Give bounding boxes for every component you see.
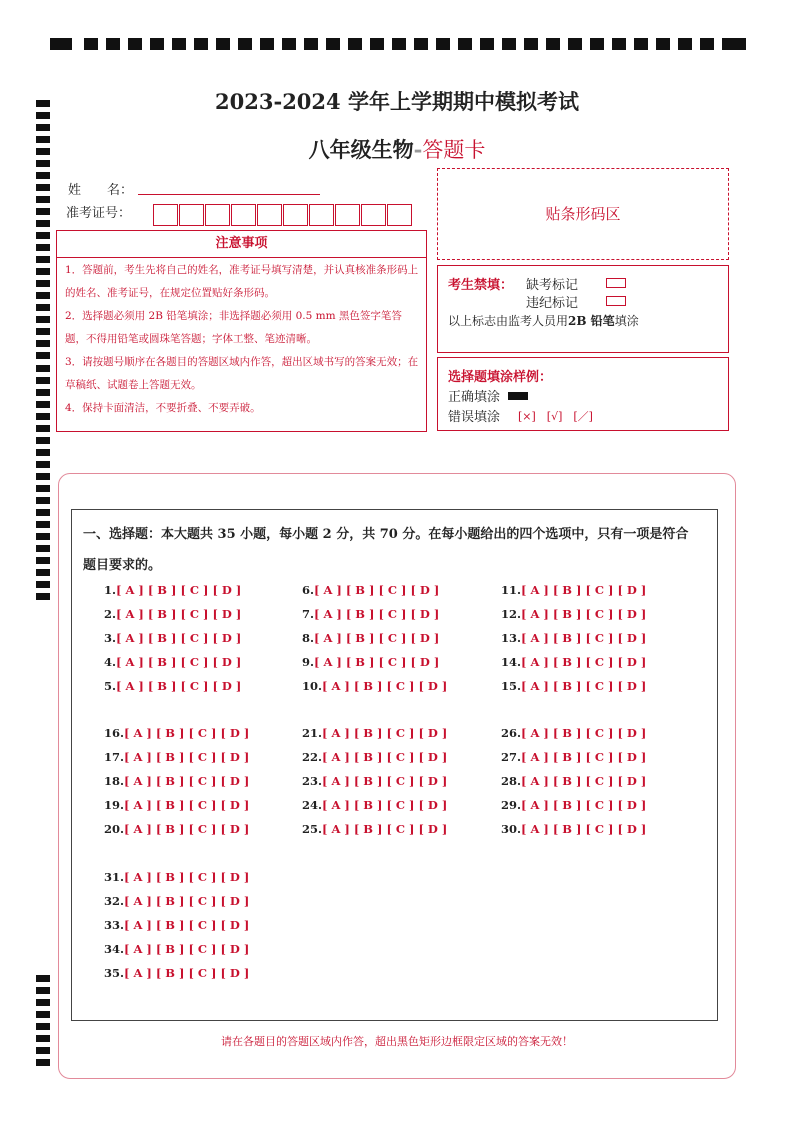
question-number: 20. bbox=[104, 822, 125, 836]
timing-mark bbox=[36, 557, 50, 564]
answer-question-5[interactable] bbox=[104, 679, 241, 693]
answer-question-25[interactable] bbox=[302, 822, 447, 836]
answer-options[interactable]: [ A ] [ B ] [ C ] [ D ] bbox=[521, 631, 647, 645]
timing-mark bbox=[282, 38, 296, 50]
answer-question-30[interactable] bbox=[501, 822, 646, 836]
question-number: 26. bbox=[501, 726, 522, 740]
timing-mark bbox=[36, 1059, 50, 1066]
answer-options[interactable]: [ A ] [ B ] [ C ] [ D ] bbox=[322, 822, 448, 836]
exam-id-digit-box[interactable] bbox=[231, 204, 256, 226]
answer-question-16[interactable] bbox=[104, 726, 249, 740]
timing-mark bbox=[36, 581, 50, 588]
answer-options[interactable]: [ A ] [ B ] [ C ] [ D ] bbox=[124, 798, 250, 812]
answer-question-9[interactable] bbox=[302, 655, 439, 669]
timing-mark bbox=[36, 365, 50, 372]
correct-fill-sample bbox=[508, 392, 528, 400]
timing-mark bbox=[326, 38, 340, 50]
answer-question-14[interactable] bbox=[501, 655, 646, 669]
answer-options[interactable]: [ A ] [ B ] [ C ] [ D ] bbox=[322, 679, 448, 693]
answer-question-2[interactable] bbox=[104, 607, 241, 621]
question-number: 27. bbox=[501, 750, 522, 764]
answer-options[interactable]: [ A ] [ B ] [ C ] [ D ] bbox=[124, 942, 250, 956]
question-number: 34. bbox=[104, 942, 125, 956]
question-number: 12. bbox=[501, 607, 522, 621]
notice-item-4: 4．保持卡面清洁，不要折叠、不要弄破。 bbox=[65, 402, 261, 414]
answer-options[interactable]: [ A ] [ B ] [ C ] [ D ] bbox=[116, 679, 242, 693]
answer-options[interactable]: [ A ] [ B ] [ C ] [ D ] bbox=[521, 726, 647, 740]
exam-id-digit-box[interactable] bbox=[283, 204, 308, 226]
timing-mark bbox=[392, 38, 406, 50]
answer-question-33[interactable] bbox=[104, 918, 249, 932]
answer-question-34[interactable] bbox=[104, 942, 249, 956]
answer-question-29[interactable] bbox=[501, 798, 646, 812]
answer-options[interactable]: [ A ] [ B ] [ C ] [ D ] bbox=[314, 631, 440, 645]
timing-mark bbox=[50, 38, 72, 50]
answer-question-26[interactable] bbox=[501, 726, 646, 740]
question-number: 1. bbox=[104, 583, 117, 597]
answer-options[interactable]: [ A ] [ B ] [ C ] [ D ] bbox=[124, 966, 250, 980]
timing-mark bbox=[36, 437, 50, 444]
timing-mark bbox=[590, 38, 604, 50]
timing-mark bbox=[678, 38, 692, 50]
exam-id-digit-box[interactable] bbox=[179, 204, 204, 226]
notice-panel bbox=[56, 230, 427, 432]
exam-id-digit-box[interactable] bbox=[257, 204, 282, 226]
question-number: 23. bbox=[302, 774, 323, 788]
question-number: 14. bbox=[501, 655, 522, 669]
forbidden-note: 以上标志由监考人员用2B 铅笔填涂 bbox=[448, 314, 639, 328]
timing-mark bbox=[36, 461, 50, 468]
timing-mark bbox=[172, 38, 186, 50]
absent-mark-label: 缺考标记 bbox=[526, 278, 579, 293]
timing-mark bbox=[36, 425, 50, 432]
timing-mark bbox=[722, 38, 746, 50]
question-number: 18. bbox=[104, 774, 125, 788]
subject-title: 八年级生物 bbox=[308, 137, 414, 162]
timing-mark bbox=[36, 975, 50, 982]
answer-options[interactable]: [ A ] [ B ] [ C ] [ D ] bbox=[521, 679, 647, 693]
timing-mark bbox=[502, 38, 516, 50]
timing-mark bbox=[36, 220, 50, 227]
answer-options[interactable]: [ A ] [ B ] [ C ] [ D ] bbox=[521, 583, 647, 597]
timing-mark bbox=[128, 38, 142, 50]
timing-mark bbox=[480, 38, 494, 50]
correct-fill-label: 正确填涂 bbox=[448, 390, 501, 405]
barcode-area bbox=[437, 168, 729, 260]
timing-mark bbox=[304, 38, 318, 50]
question-number: 6. bbox=[302, 583, 315, 597]
question-number: 4. bbox=[104, 655, 117, 669]
timing-mark bbox=[36, 124, 50, 131]
question-number: 19. bbox=[104, 798, 125, 812]
timing-mark bbox=[36, 449, 50, 456]
timing-mark bbox=[612, 38, 626, 50]
timing-mark bbox=[370, 38, 384, 50]
question-number: 16. bbox=[104, 726, 125, 740]
top-timing-marks bbox=[50, 38, 746, 50]
answer-options[interactable]: [ A ] [ B ] [ C ] [ D ] bbox=[116, 607, 242, 621]
question-number: 15. bbox=[501, 679, 522, 693]
timing-mark bbox=[36, 1023, 50, 1030]
name-input-line[interactable] bbox=[138, 194, 320, 195]
answer-question-10[interactable] bbox=[302, 679, 447, 693]
answer-options[interactable]: [ A ] [ B ] [ C ] [ D ] bbox=[521, 750, 647, 764]
timing-mark bbox=[36, 485, 50, 492]
name-label: 姓 名： bbox=[68, 183, 134, 198]
question-number: 33. bbox=[104, 918, 125, 932]
timing-mark bbox=[36, 172, 50, 179]
answer-question-8[interactable] bbox=[302, 631, 439, 645]
exam-id-label: 准考证号： bbox=[66, 206, 132, 221]
answer-question-12[interactable] bbox=[501, 607, 646, 621]
question-number: 11. bbox=[501, 583, 522, 597]
timing-mark bbox=[568, 38, 582, 50]
question-number: 10. bbox=[302, 679, 323, 693]
question-number: 29. bbox=[501, 798, 522, 812]
answer-question-3[interactable] bbox=[104, 631, 241, 645]
timing-mark bbox=[634, 38, 648, 50]
timing-mark bbox=[36, 473, 50, 480]
answer-options[interactable]: [ A ] [ B ] [ C ] [ D ] bbox=[124, 870, 250, 884]
timing-mark bbox=[36, 509, 50, 516]
forbidden-panel bbox=[437, 265, 729, 353]
answer-question-4[interactable] bbox=[104, 655, 241, 669]
violation-mark-label: 违纪标记 bbox=[526, 296, 579, 311]
section-heading-line1: 一、选择题：本大题共 35 小题，每小题 2 分，共 70 分。在每小题给出的四个选项中，只有一项是符合 bbox=[83, 527, 689, 542]
timing-mark bbox=[436, 38, 450, 50]
timing-mark bbox=[36, 280, 50, 287]
barcode-area-label: 贴条形码区 bbox=[545, 205, 621, 223]
answer-question-32[interactable] bbox=[104, 894, 249, 908]
sheet-subtitle: 八年级生物-答题卡 bbox=[308, 137, 486, 162]
answer-question-35[interactable] bbox=[104, 966, 249, 980]
timing-mark bbox=[546, 38, 560, 50]
timing-mark bbox=[238, 38, 252, 50]
timing-mark bbox=[36, 184, 50, 191]
timing-mark bbox=[36, 268, 50, 275]
question-number: 28. bbox=[501, 774, 522, 788]
answer-question-6[interactable] bbox=[302, 583, 439, 597]
timing-mark bbox=[36, 987, 50, 994]
timing-mark bbox=[150, 38, 164, 50]
answer-options[interactable]: [ A ] [ B ] [ C ] [ D ] bbox=[116, 655, 242, 669]
question-number: 13. bbox=[501, 631, 522, 645]
section-heading-line2: 题目要求的。 bbox=[83, 558, 162, 573]
timing-mark bbox=[36, 377, 50, 384]
question-number: 17. bbox=[104, 750, 125, 764]
answer-options[interactable]: [ A ] [ B ] [ C ] [ D ] bbox=[314, 583, 440, 597]
answer-question-21[interactable] bbox=[302, 726, 447, 740]
violation-mark-box[interactable] bbox=[606, 296, 626, 306]
fill-sample-title: 选择题填涂样例： bbox=[448, 370, 553, 385]
timing-mark bbox=[36, 533, 50, 540]
answer-question-13[interactable] bbox=[501, 631, 646, 645]
answer-options[interactable]: [ A ] [ B ] [ C ] [ D ] bbox=[322, 726, 448, 740]
question-number: 3. bbox=[104, 631, 117, 645]
answer-question-1[interactable] bbox=[104, 583, 241, 597]
question-number: 30. bbox=[501, 822, 522, 836]
answer-options[interactable]: [ A ] [ B ] [ C ] [ D ] bbox=[124, 726, 250, 740]
notice-title-bar bbox=[57, 231, 426, 258]
timing-mark bbox=[36, 352, 50, 359]
timing-mark bbox=[36, 244, 50, 251]
answer-options[interactable]: [ A ] [ B ] [ C ] [ D ] bbox=[314, 607, 440, 621]
answer-question-23[interactable] bbox=[302, 774, 447, 788]
timing-mark bbox=[36, 196, 50, 203]
timing-mark bbox=[216, 38, 230, 50]
question-number: 22. bbox=[302, 750, 323, 764]
answer-sheet-label: 答题卡 bbox=[422, 138, 486, 162]
answer-question-24[interactable] bbox=[302, 798, 447, 812]
question-number: 25. bbox=[302, 822, 323, 836]
answer-options[interactable]: [ A ] [ B ] [ C ] [ D ] bbox=[322, 750, 448, 764]
timing-mark bbox=[36, 389, 50, 396]
question-number: 5. bbox=[104, 679, 117, 693]
fill-sample-panel bbox=[437, 357, 729, 431]
timing-mark bbox=[36, 545, 50, 552]
exam-id-digit-box[interactable] bbox=[205, 204, 230, 226]
answer-options[interactable]: [ A ] [ B ] [ C ] [ D ] bbox=[322, 774, 448, 788]
timing-mark bbox=[106, 38, 120, 50]
timing-mark bbox=[36, 304, 50, 311]
timing-mark bbox=[700, 38, 714, 50]
answer-options[interactable]: [ A ] [ B ] [ C ] [ D ] bbox=[322, 798, 448, 812]
question-number: 32. bbox=[104, 894, 125, 908]
timing-mark bbox=[656, 38, 670, 50]
timing-mark bbox=[348, 38, 362, 50]
timing-mark bbox=[36, 340, 50, 347]
answer-question-11[interactable] bbox=[501, 583, 646, 597]
absent-mark-box[interactable] bbox=[606, 278, 626, 288]
answer-question-31[interactable] bbox=[104, 870, 249, 884]
forbidden-label: 考生禁填： bbox=[448, 278, 514, 293]
timing-mark bbox=[36, 316, 50, 323]
answer-question-28[interactable] bbox=[501, 774, 646, 788]
timing-mark bbox=[36, 497, 50, 504]
timing-mark bbox=[524, 38, 538, 50]
answer-options[interactable]: [ A ] [ B ] [ C ] [ D ] bbox=[521, 798, 647, 812]
answer-options[interactable]: [ A ] [ B ] [ C ] [ D ] bbox=[124, 918, 250, 932]
answer-question-27[interactable] bbox=[501, 750, 646, 764]
exam-id-digit-box[interactable] bbox=[387, 204, 412, 226]
timing-mark bbox=[36, 328, 50, 335]
footer-note: 请在各题目的答题区域内作答，超出黑色矩形边框限定区域的答案无效！ bbox=[221, 1035, 573, 1048]
timing-mark bbox=[36, 521, 50, 528]
answer-question-22[interactable] bbox=[302, 750, 447, 764]
timing-mark bbox=[36, 569, 50, 576]
timing-mark bbox=[36, 999, 50, 1006]
timing-mark bbox=[84, 38, 98, 50]
notice-item-1: 1．答题前，考生先将自己的姓名，准考证号填写清楚，并认真核准条形码上的姓名、准考证号，在规定位置贴好条形码。 bbox=[65, 264, 419, 299]
answer-options[interactable]: [ A ] [ B ] [ C ] [ D ] bbox=[116, 583, 242, 597]
question-number: 2. bbox=[104, 607, 117, 621]
answer-options[interactable]: [ A ] [ B ] [ C ] [ D ] bbox=[521, 607, 647, 621]
wrong-fill-label: 错误填涂 bbox=[448, 410, 501, 425]
question-number: 8. bbox=[302, 631, 315, 645]
timing-mark bbox=[414, 38, 428, 50]
answer-options[interactable]: [ A ] [ B ] [ C ] [ D ] bbox=[116, 631, 242, 645]
answer-options[interactable]: [ A ] [ B ] [ C ] [ D ] bbox=[124, 774, 250, 788]
exam-title: 2023-2024 学年上学期期中模拟考试 bbox=[215, 89, 579, 114]
timing-mark bbox=[36, 208, 50, 215]
notice-title: 注意事项 bbox=[215, 236, 268, 251]
timing-mark bbox=[36, 401, 50, 408]
answer-options[interactable]: [ A ] [ B ] [ C ] [ D ] bbox=[124, 822, 250, 836]
answer-options[interactable]: [ A ] [ B ] [ C ] [ D ] bbox=[521, 822, 647, 836]
timing-mark bbox=[458, 38, 472, 50]
exam-id-digit-box[interactable] bbox=[309, 204, 334, 226]
answer-options[interactable]: [ A ] [ B ] [ C ] [ D ] bbox=[124, 894, 250, 908]
timing-mark bbox=[36, 413, 50, 420]
answer-question-19[interactable] bbox=[104, 798, 249, 812]
answer-question-20[interactable] bbox=[104, 822, 249, 836]
timing-mark bbox=[36, 232, 50, 239]
timing-mark bbox=[36, 256, 50, 263]
answer-question-15[interactable] bbox=[501, 679, 646, 693]
timing-mark bbox=[36, 1011, 50, 1018]
answer-options[interactable]: [ A ] [ B ] [ C ] [ D ] bbox=[124, 750, 250, 764]
notice-item-3: 3．请按题号顺序在各题目的答题区域内作答，超出区域书写的答案无效；在草稿纸、试题卷上答题无效。 bbox=[65, 356, 419, 391]
question-number: 21. bbox=[302, 726, 323, 740]
question-number: 9. bbox=[302, 655, 315, 669]
question-number: 35. bbox=[104, 966, 125, 980]
exam-id-digit-box[interactable] bbox=[361, 204, 386, 226]
question-number: 31. bbox=[104, 870, 125, 884]
answer-question-7[interactable] bbox=[302, 607, 439, 621]
question-number: 24. bbox=[302, 798, 323, 812]
wrong-fill-marks: [×] [√] [／] bbox=[518, 410, 593, 423]
question-number: 7. bbox=[302, 607, 315, 621]
timing-mark bbox=[36, 593, 50, 600]
answer-question-18[interactable] bbox=[104, 774, 249, 788]
exam-id-digit-box[interactable] bbox=[335, 204, 360, 226]
timing-mark bbox=[194, 38, 208, 50]
timing-mark bbox=[36, 292, 50, 299]
exam-id-digit-box[interactable] bbox=[153, 204, 178, 226]
answer-question-17[interactable] bbox=[104, 750, 249, 764]
answer-options[interactable]: [ A ] [ B ] [ C ] [ D ] bbox=[314, 655, 440, 669]
answer-options[interactable]: [ A ] [ B ] [ C ] [ D ] bbox=[521, 655, 647, 669]
notice-item-2: 2．选择题必须用 2B 铅笔填涂；非选择题必须用 0.5 mm 黑色签字笔答题，不得用铅笔或圆珠笔答题；字体工整、笔迹清晰。 bbox=[65, 310, 402, 345]
answer-options[interactable]: [ A ] [ B ] [ C ] [ D ] bbox=[521, 774, 647, 788]
timing-mark bbox=[260, 38, 274, 50]
